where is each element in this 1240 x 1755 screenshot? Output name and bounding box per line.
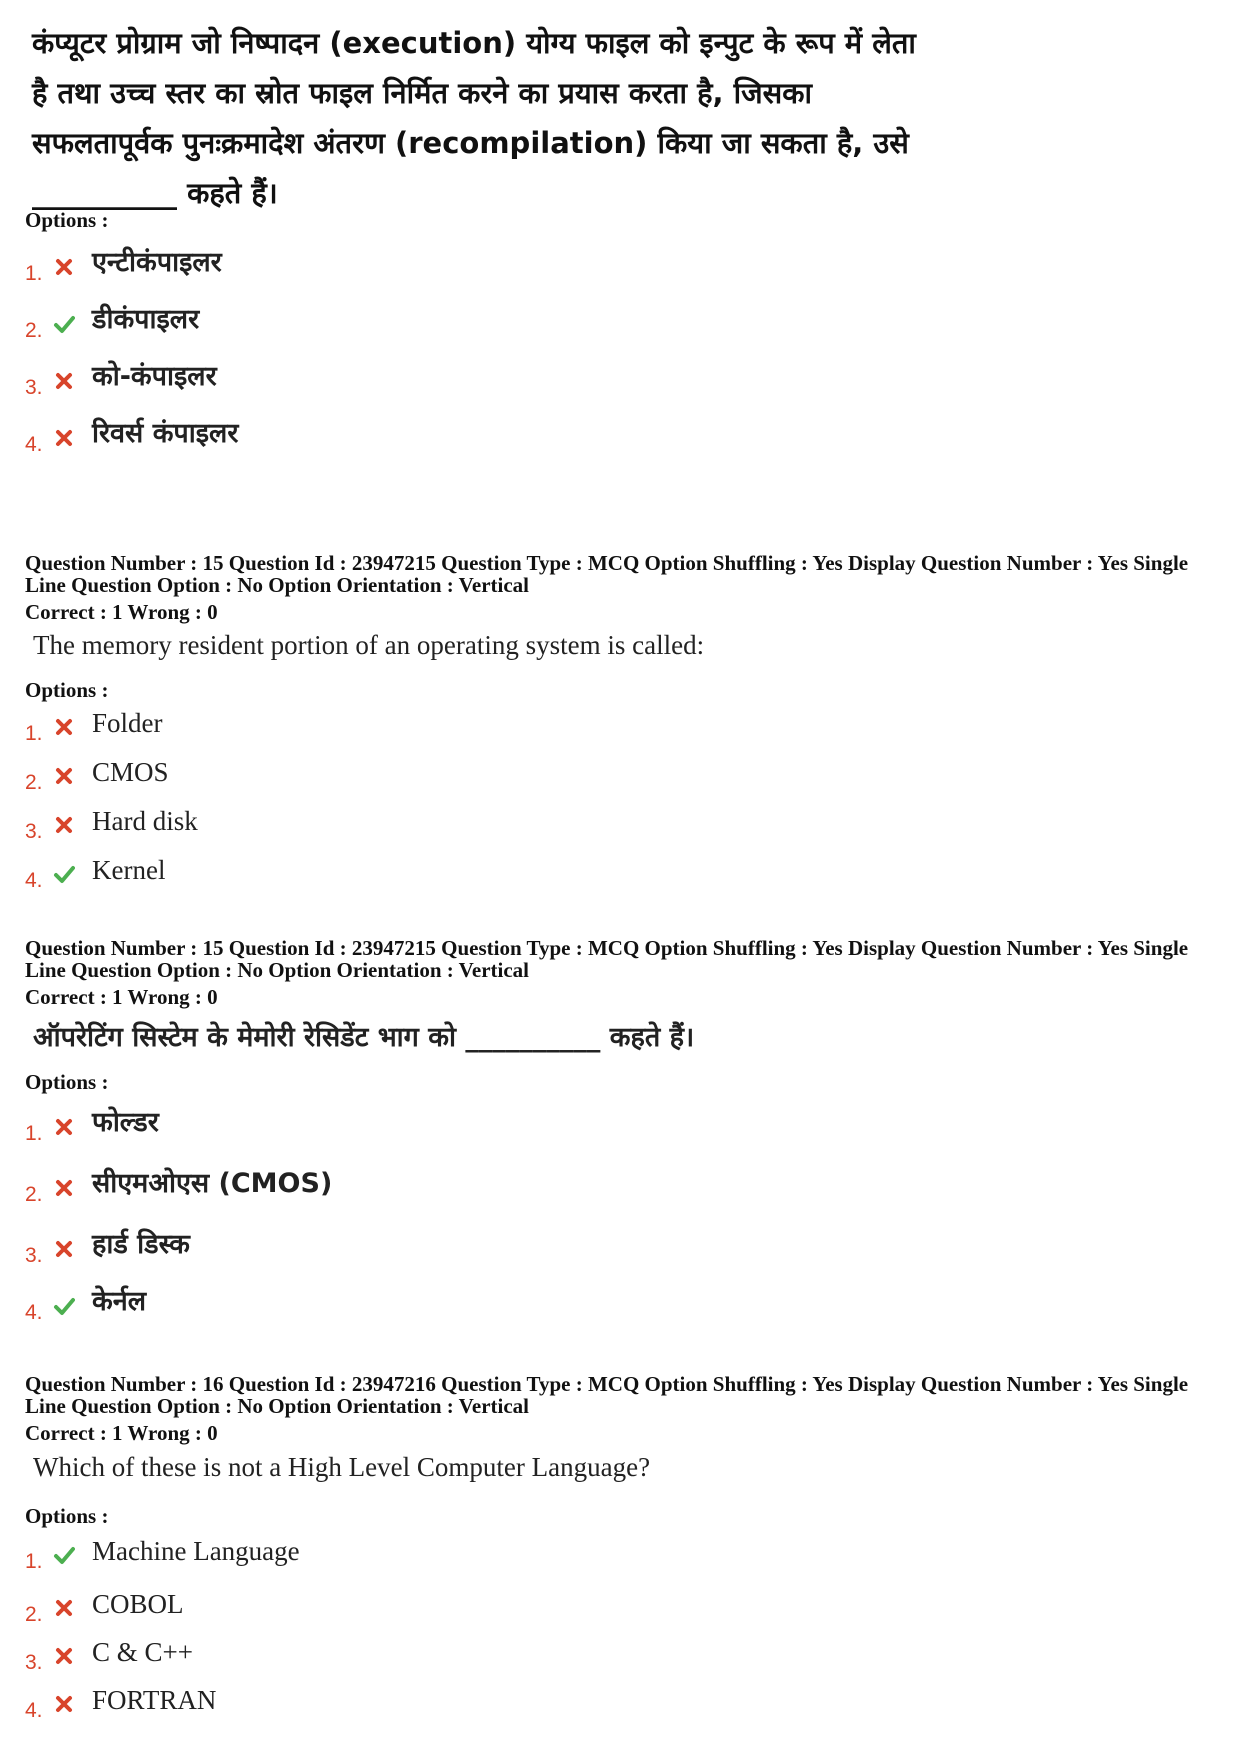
option-item[interactable] <box>0 1536 700 1584</box>
question-line: __________ कहते हैं। <box>32 176 278 210</box>
option-number: 2. <box>25 1603 43 1626</box>
option-number: 3. <box>25 376 43 399</box>
wrong-cross-icon <box>53 1645 75 1667</box>
correct-check-icon <box>53 1295 75 1317</box>
option-item[interactable] <box>0 248 700 296</box>
option-item[interactable] <box>0 1637 700 1685</box>
option-text: COBOL <box>92 1589 184 1619</box>
option-item[interactable] <box>0 708 700 756</box>
option-item[interactable] <box>0 1589 700 1637</box>
option-item[interactable] <box>0 419 700 467</box>
option-item[interactable] <box>0 855 700 903</box>
option-number: 1. <box>25 1550 43 1573</box>
option-item[interactable] <box>0 1169 700 1217</box>
meta-line: Line Question Option : No Option Orientation : Vertical <box>25 1394 530 1418</box>
option-text: हार्ड डिस्क <box>92 1229 190 1260</box>
option-text: केर्नल <box>92 1286 147 1317</box>
meta-line: Question Number : 15 Question Id : 23947215 Question Type : MCQ Option Shuffling : Yes Display Question Number : Yes Single <box>25 936 1189 960</box>
wrong-cross-icon <box>53 427 75 449</box>
question-meta <box>25 937 1220 981</box>
question-text-hi-1 <box>32 18 1112 218</box>
option-text: रिवर्स कंपाइलर <box>92 418 239 449</box>
question-line: सफलतापूर्वक पुनःक्रमादेश अंतरण (recompilation) किया जा सकता है, उसे <box>32 126 909 160</box>
option-number: 2. <box>25 319 43 342</box>
option-text: फोल्डर <box>92 1107 159 1138</box>
correct-check-icon <box>53 863 75 885</box>
option-number: 1. <box>25 722 43 745</box>
wrong-cross-icon <box>53 1177 75 1199</box>
option-number: 2. <box>25 771 43 794</box>
meta-line: Question Number : 16 Question Id : 23947216 Question Type : MCQ Option Shuffling : Yes Display Question Number : Yes Single <box>25 1372 1189 1396</box>
question-meta <box>25 1373 1220 1417</box>
meta-line: Line Question Option : No Option Orientation : Vertical <box>25 958 530 982</box>
option-number: 1. <box>25 262 43 285</box>
option-number: 4. <box>25 1301 43 1324</box>
option-item[interactable] <box>0 1108 700 1156</box>
option-number: 3. <box>25 1651 43 1674</box>
score-line: Correct : 1 Wrong : 0 <box>25 600 218 624</box>
option-item[interactable] <box>0 1230 700 1278</box>
option-number: 2. <box>25 1183 43 1206</box>
question-line: कंप्यूटर प्रोग्राम जो निष्पादन (execution) योग्य फाइल को इन्पुट के रूप में लेता <box>32 26 916 60</box>
correct-check-icon <box>53 313 75 335</box>
option-item[interactable] <box>0 757 700 805</box>
wrong-cross-icon <box>53 814 75 836</box>
question-text-hi: ऑपरेटिंग सिस्टेम के मेमोरी रेसिडेंट भाग को __________ कहते हैं। <box>33 1022 695 1053</box>
meta-line: Line Question Option : No Option Orientation : Vertical <box>25 573 530 597</box>
question-line: है तथा उच्च स्तर का स्रोत फाइल निर्मित करने का प्रयास करता है, जिसका <box>32 76 813 110</box>
option-number: 4. <box>25 869 43 892</box>
correct-check-icon <box>53 1544 75 1566</box>
wrong-cross-icon <box>53 1597 75 1619</box>
option-text: Hard disk <box>92 806 198 836</box>
question-text: Which of these is not a High Level Computer Language? <box>33 1452 651 1482</box>
option-text: Machine Language <box>92 1536 300 1566</box>
options-label: Options : <box>25 1070 109 1094</box>
meta-line: Question Number : 15 Question Id : 23947215 Question Type : MCQ Option Shuffling : Yes Display Question Number : Yes Single <box>25 551 1189 575</box>
wrong-cross-icon <box>53 1238 75 1260</box>
option-item[interactable] <box>0 305 700 353</box>
option-text: सीएमओएस (CMOS) <box>92 1168 333 1199</box>
option-item[interactable] <box>0 1287 700 1335</box>
wrong-cross-icon <box>53 256 75 278</box>
wrong-cross-icon <box>53 1693 75 1715</box>
wrong-cross-icon <box>53 716 75 738</box>
option-item[interactable] <box>0 806 700 854</box>
option-item[interactable] <box>0 1685 700 1733</box>
option-item[interactable] <box>0 362 700 410</box>
options-label: Options : <box>25 678 109 702</box>
option-text: Kernel <box>92 855 166 885</box>
options-label: Options : <box>25 208 109 232</box>
option-text: CMOS <box>92 757 169 787</box>
options-label: Options : <box>25 1504 109 1528</box>
option-text: C & C++ <box>92 1637 193 1667</box>
wrong-cross-icon <box>53 1116 75 1138</box>
option-text: एन्टीकंपाइलर <box>92 247 222 278</box>
option-number: 1. <box>25 1122 43 1145</box>
option-text: FORTRAN <box>92 1685 217 1715</box>
score-line: Correct : 1 Wrong : 0 <box>25 1421 218 1445</box>
option-number: 4. <box>25 1699 43 1722</box>
option-text: को-कंपाइलर <box>92 361 217 392</box>
question-meta <box>25 552 1220 596</box>
option-number: 4. <box>25 433 43 456</box>
option-number: 3. <box>25 1244 43 1267</box>
option-text: डीकंपाइलर <box>92 304 200 335</box>
question-text: The memory resident portion of an operating system is called: <box>33 630 705 660</box>
wrong-cross-icon <box>53 765 75 787</box>
score-line: Correct : 1 Wrong : 0 <box>25 985 218 1009</box>
option-text: Folder <box>92 708 163 738</box>
option-number: 3. <box>25 820 43 843</box>
wrong-cross-icon <box>53 370 75 392</box>
